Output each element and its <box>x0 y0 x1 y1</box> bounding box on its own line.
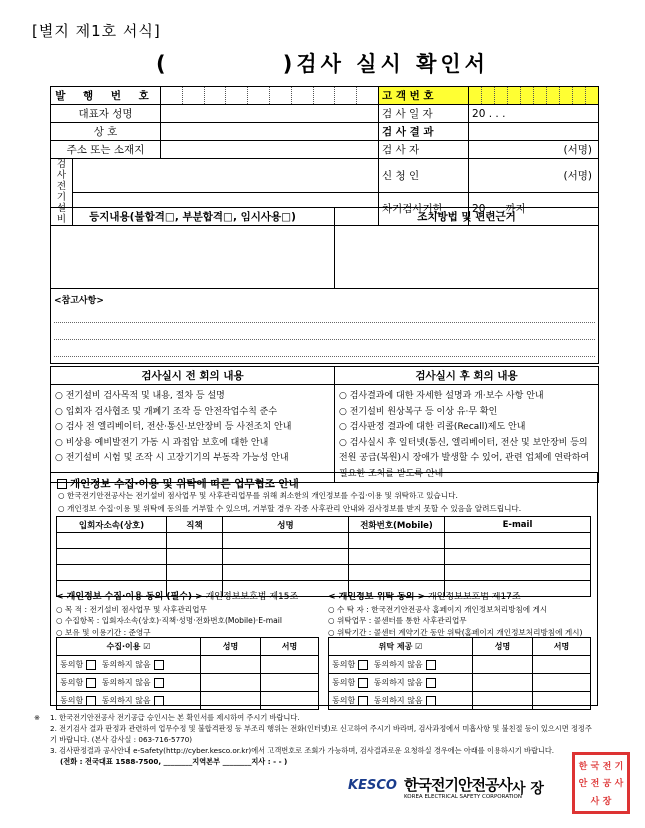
form-number-label: [별지 제1호 서식] <box>32 22 161 40</box>
inspector-label: 검 사 자 <box>379 141 469 159</box>
applicant-label: 신 청 인 <box>379 159 469 193</box>
defects-title: 등지내용(불합격□, 부분합격□, 임시사용□) <box>51 208 335 226</box>
before-meeting-title: 검사실시 전 회의 내용 <box>51 367 335 385</box>
customer-number-boxes[interactable] <box>469 87 599 105</box>
inspection-date-value[interactable]: 20 . . . <box>469 105 599 123</box>
privacy-notice-1: ○ 한국전기안전공사는 전기설비 점사업무 및 사후관리업무를 위해 최소한의 개인정보를 수집·이용 및 위탁하고 있습니다. <box>58 491 458 500</box>
entrust-law: 개인정보보호법 제17조 <box>428 592 521 602</box>
inspection-result-field[interactable] <box>469 123 599 141</box>
footnote: 2. 전기검사 결과 판정과 관련하여 업무수정 및 불합격판정 등 부조리 행위는 전화(인터넷)로 신고하여 주시기 바라며, 검사과정에서 미흡사항 및 불친절 등이 있으시면 정정주기 바랍니다. (본사 감사실 : 063-716-5770) <box>50 724 592 744</box>
list-item: ○ 전기설비 검사목적 및 내용, 절차 등 설명 <box>55 391 225 401</box>
disagree-checkbox[interactable] <box>426 696 436 706</box>
entrust-info <box>328 592 590 638</box>
disagree-checkbox[interactable] <box>154 660 164 670</box>
applicant-signature-field[interactable]: (서명) <box>469 159 599 193</box>
footnote: 3. 검사판정결과 공사안내 e-Safety(http://cyber.kesco.or.kr)에서 고객번호로 조회가 가능하며, 검사결과로운 요청하실 경우에는 아래를 이용하시기 바랍니다. <box>50 746 555 755</box>
table-row[interactable] <box>57 533 591 549</box>
disagree-checkbox[interactable] <box>154 696 164 706</box>
witness-table <box>56 516 591 597</box>
consent-law: 개인정보보호법 제15조 <box>205 592 299 602</box>
consent-info <box>56 592 318 638</box>
notes-box[interactable] <box>51 289 599 364</box>
entrust-head: 위탁 제공 ☑ <box>329 638 473 656</box>
inspector-signature-field[interactable]: (서명) <box>469 141 599 159</box>
org-name: 한국전기안전공사 <box>404 776 512 794</box>
consent-title: < 개인정보 수집·이용 동의 (필수) > <box>56 592 203 602</box>
list-item: ○ 위탁기간 : 콜센터 계약기간 동안 위탁(홈페이지 개인정보처리방침에 게시) <box>328 627 583 637</box>
after-meeting-list <box>335 385 598 482</box>
privacy-checkbox[interactable] <box>57 479 67 489</box>
before-meeting-list <box>51 385 334 467</box>
list-item: ○ 검사결과에 대한 자세한 설명과 개·보수 사항 안내 <box>339 391 544 401</box>
disagree-checkbox[interactable] <box>426 678 436 688</box>
column-header: E-mail <box>445 517 591 533</box>
agree-checkbox[interactable] <box>358 678 368 688</box>
list-item: ○ 수집항목 : 입회자소속(상호)·직책·성명·전화번호(Mobile)·E-mail <box>56 616 283 625</box>
agree-checkbox[interactable] <box>358 696 368 706</box>
list-item: ○ 전기설비 원상복구 등 이상 유·무 확인 <box>339 406 498 417</box>
notes-label: <참고사항> <box>54 296 104 306</box>
column-header: 입회자소속(상호) <box>57 517 167 533</box>
defects-table <box>50 207 599 364</box>
table-row[interactable] <box>57 549 591 565</box>
table-row[interactable] <box>57 565 591 581</box>
representative-name-label: 대표자 성명 <box>51 105 161 123</box>
sign-head: 서명 <box>261 638 319 656</box>
consent-table <box>56 637 319 710</box>
kesco-logo: KESCO <box>348 778 397 793</box>
footnote-contact: (전화 : 전국대표 1588-7500, ________지역본부 ________지사 : - - ) <box>60 757 288 766</box>
list-item: ○ 위탁업무 : 콜센터를 통한 사후관리업무 <box>328 616 467 625</box>
next-inspection-label: 차기검사기한 <box>379 192 469 226</box>
inspection-date-label: 검 사 일 자 <box>379 105 469 123</box>
privacy-notice-2: ○ 개인정보 수집·이용 및 위탁에 동의를 거부할 수 있으며, 거부할 경우 각종 사후관리 안내와 검사정보를 받지 못할 수 있음을 알려드립니다. <box>58 504 522 513</box>
name-head: 성명 <box>201 638 261 656</box>
org-english-name: KOREA ELECTRICAL SAFETY CORPORATION <box>404 794 522 800</box>
agree-checkbox[interactable] <box>86 696 96 706</box>
list-item: ○ 전기설비 시험 및 조작 시 고장기기의 부동작 가능성 안내 <box>55 453 289 463</box>
list-item: ○ 보유 및 이용기간 : 준영구 <box>56 627 151 637</box>
column-header: 성명 <box>223 517 349 533</box>
list-item: ○ 검사실시 후 일터넷(통신, 엘리베이터, 전산 및 보안장비 등의 전원 공급(복원)시 장애가 발생할 수 있어, 관련 업체에 연락하여 필요한 조치를 받도록 안내 <box>339 437 590 479</box>
equipment-field-1[interactable] <box>73 159 379 193</box>
agree-checkbox[interactable] <box>86 660 96 670</box>
name-head: 성명 <box>473 638 533 656</box>
table-row: 동의함 동의하지 않음 <box>329 674 591 692</box>
entrust-table <box>328 637 591 710</box>
consent-head: 수집·이용 ☑ <box>57 638 201 656</box>
column-header: 직책 <box>167 517 223 533</box>
disagree-checkbox[interactable] <box>426 660 436 670</box>
after-meeting-title: 검사실시 후 회의 내용 <box>335 367 599 385</box>
table-row: 동의함 동의하지 않음 <box>57 656 319 674</box>
table-row: 동의함 동의하지 않음 <box>57 692 319 710</box>
representative-name-field[interactable] <box>161 105 379 123</box>
list-item: ○ 비상용 예비발전기 가동 시 과접압 보호에 대한 안내 <box>55 437 269 448</box>
company-name-field[interactable] <box>161 123 379 141</box>
privacy-title-row <box>54 476 299 491</box>
footnote-star: ※ <box>34 713 41 722</box>
list-item: ○ 입회자 검사협조 및 개폐기 조작 등 안전작업수칙 준수 <box>55 406 278 417</box>
address-label: 주소 또는 소재지 <box>51 141 161 159</box>
table-row: 동의함 동의하지 않음 <box>329 656 591 674</box>
document-title: ( )검사 실시 확인서 <box>156 52 489 76</box>
disagree-checkbox[interactable] <box>154 678 164 688</box>
privacy-title: 개인정보 수집·이용 및 위탁에 따른 업무협조 안내 <box>70 478 299 490</box>
issue-number-boxes[interactable] <box>161 87 379 105</box>
address-field[interactable] <box>161 141 379 159</box>
action-title: 조치방법 및 편련근거 <box>335 208 599 226</box>
next-inspection-value[interactable]: 20 . . .까지 <box>469 192 599 226</box>
sign-head: 서명 <box>533 638 591 656</box>
list-item: ○ 검사판정 결과에 대한 리콜(Recall)제도 안내 <box>339 422 526 432</box>
official-seal: 한 국 전 기 안 전 공 사 사 장 <box>572 752 630 814</box>
agree-checkbox[interactable] <box>86 678 96 688</box>
customer-number-label: 고 객 번 호 <box>379 87 469 105</box>
inspection-result-label: 검 사 결 과 <box>379 123 469 141</box>
table-row: 동의함 동의하지 않음 <box>329 692 591 710</box>
list-item: ○ 검사 전 엘리베이터, 전산·통신·보안장비 등 사전조치 안내 <box>55 422 292 432</box>
footnotes <box>50 712 598 767</box>
ceo-title: 사 장 <box>512 781 544 797</box>
table-row: 동의함 동의하지 않음 <box>57 674 319 692</box>
list-item: ○ 목 적 : 전기설비 점사업무 및 사후관리업무 <box>56 604 207 614</box>
action-content[interactable] <box>335 226 599 289</box>
company-name-label: 상 호 <box>51 123 161 141</box>
issue-number-label: 발 행 번 호 <box>51 87 161 105</box>
agree-checkbox[interactable] <box>358 660 368 670</box>
footnote: 1. 한국전기안전공사 전기공급 승인시는 본 확인서를 제시하여 주시기 바랍니다. <box>50 713 300 722</box>
column-header: 전화번호(Mobile) <box>349 517 445 533</box>
header-table <box>50 86 599 226</box>
list-item: ○ 수 탁 자 : 한국전기안전공사 홈페이지 개인정보처리방침에 게시 <box>328 604 548 614</box>
equipment-label: 검사 전기 설비 <box>51 159 73 226</box>
meeting-table <box>50 366 599 483</box>
defects-content[interactable] <box>51 226 335 289</box>
entrust-title: < 개인정보 위탁 동의 > <box>328 592 426 602</box>
